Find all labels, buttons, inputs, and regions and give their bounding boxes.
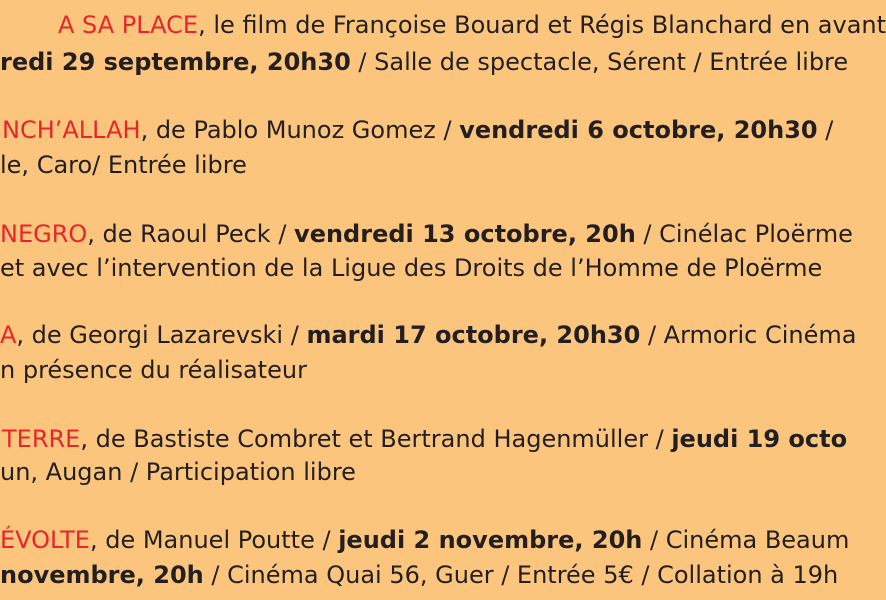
entry-2-line-2 [0, 153, 247, 177]
entry-6-venue: / Cinéma Beaum [642, 526, 850, 554]
entry-4-film-title[interactable]: A [0, 321, 17, 349]
entry-5-date: jeudi 19 octo [671, 425, 848, 453]
entry-6-line-1 [0, 528, 849, 552]
entry-5-film-title[interactable]: TERRE [2, 425, 81, 453]
entry-4-line-1 [0, 323, 856, 347]
entry-6-director: , de Manuel Poutte / [89, 526, 339, 554]
entry-1-description: , le film de Françoise Bouard et Régis Blanchard en avant [198, 11, 886, 39]
entry-1-film-title[interactable]: A SA PLACE [58, 11, 199, 39]
entry-2-venue: le, Caro/ Entrée libre [0, 151, 247, 179]
entry-3-film-title[interactable]: NEGRO [0, 220, 88, 248]
entry-4-note: n présence du réalisateur [0, 356, 307, 384]
entry-5-director: , de Bastiste Combret et Bertrand Hagenmüller / [80, 425, 672, 453]
entry-6-venue-2: / Cinéma Quai 56, Guer / Entrée 5€ / Collation à 19h [203, 561, 839, 589]
entry-3-venue: / Cinélac Ploërme [635, 220, 853, 248]
entry-3-director: , de Raoul Peck / [87, 220, 295, 248]
entry-3-date: vendredi 13 octobre, 20h [294, 220, 636, 248]
entry-3-line-1 [0, 222, 853, 246]
entry-4-date: mardi 17 octobre, 20h30 [306, 321, 641, 349]
entry-4-venue: / Armoric Cinéma [640, 321, 857, 349]
entry-1-line-1 [0, 13, 886, 37]
entry-3-line-2 [0, 256, 822, 280]
entry-4-line-2 [0, 358, 307, 382]
entry-1-date: redi 29 septembre, 20h30 [0, 48, 351, 76]
entry-5-venue: un, Augan / Participation libre [0, 458, 356, 486]
entry-6-line-2 [0, 563, 838, 587]
entry-6-date: jeudi 2 novembre, 20h [338, 526, 643, 554]
entry-2-film-title[interactable]: NCH’ALLAH [2, 116, 141, 144]
entry-5-line-2 [0, 460, 356, 484]
entry-2-separator: / [817, 116, 834, 144]
entry-3-note: et avec l’intervention de la Ligue des Droits de l’Homme de Ploërme [0, 254, 823, 282]
entry-6-date-2: novembre, 20h [0, 561, 204, 589]
entry-4-director: , de Georgi Lazarevski / [16, 321, 307, 349]
entry-2-date: vendredi 6 octobre, 20h30 [459, 116, 818, 144]
entry-1-venue: / Salle de spectacle, Sérent / Entrée libre [350, 48, 849, 76]
entry-2-line-1 [0, 118, 833, 142]
entry-2-director: , de Pablo Munoz Gomez / [140, 116, 460, 144]
entry-6-film-title[interactable]: ÉVOLTE [0, 526, 90, 554]
entry-1-line-2 [0, 50, 848, 74]
entry-5-line-1 [0, 427, 847, 451]
